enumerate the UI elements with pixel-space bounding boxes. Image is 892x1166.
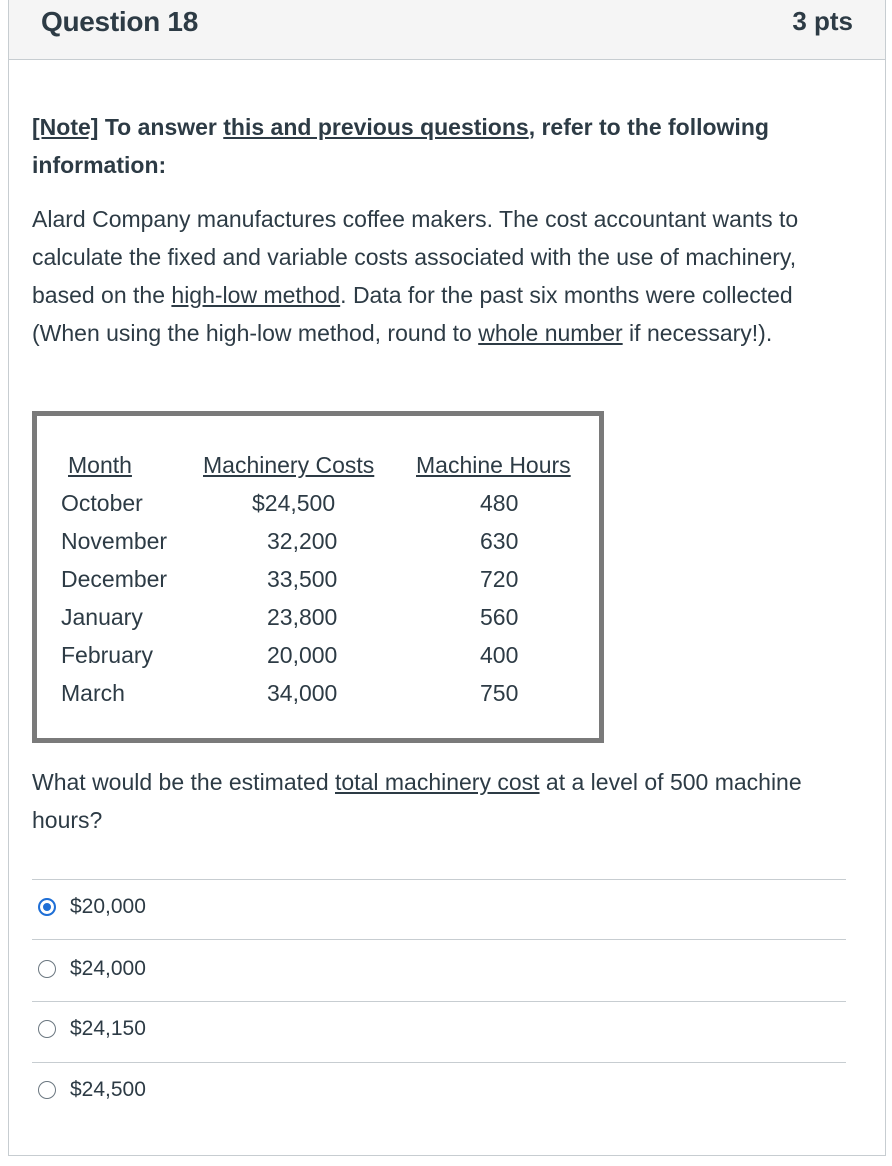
cell-machine-hours: 750 xyxy=(480,680,519,706)
cell-month: January xyxy=(61,604,143,630)
note-text xyxy=(32,108,832,184)
question-points: 3 pts xyxy=(792,6,853,36)
answer-option-4[interactable] xyxy=(38,1070,146,1110)
answer-divider xyxy=(32,879,846,880)
answer-option-1[interactable] xyxy=(38,887,146,927)
answer-label[interactable]: $24,500 xyxy=(70,1078,146,1101)
answer-divider xyxy=(32,939,846,940)
radio-icon[interactable] xyxy=(38,960,56,978)
answer-option-2[interactable] xyxy=(38,949,146,989)
cell-month: October xyxy=(61,490,143,516)
cell-machinery-cost: 20,000 xyxy=(267,642,338,668)
note-text-1: To answer xyxy=(98,114,224,140)
cell-month: March xyxy=(61,680,125,706)
answer-divider xyxy=(32,1062,846,1063)
question-header xyxy=(9,0,885,60)
answer-divider xyxy=(32,1001,846,1002)
cell-machinery-cost: 33,500 xyxy=(267,566,338,592)
cell-machine-hours: 400 xyxy=(480,642,519,668)
intro-link-whole-number: whole number xyxy=(478,320,623,346)
cell-machine-hours: 720 xyxy=(480,566,519,592)
cell-machinery-cost: 32,200 xyxy=(267,528,338,554)
intro-link-high-low: high-low method xyxy=(171,282,341,308)
intro-part-3: if necessary!). xyxy=(622,320,773,346)
cell-machinery-cost: 34,000 xyxy=(267,680,338,706)
cell-machinery-cost: $24,500 xyxy=(252,490,336,516)
answer-label[interactable]: $24,150 xyxy=(70,1017,146,1040)
header-month: Month xyxy=(68,452,132,478)
header-machine-hours: Machine Hours xyxy=(416,452,571,478)
data-table xyxy=(32,411,604,743)
intro-part-2: . Data for the past six months were collected (When using the high-low method, round to xyxy=(32,282,793,346)
note-text-2: , refer to the following information: xyxy=(32,114,769,178)
cell-machine-hours: 480 xyxy=(480,490,519,516)
prompt-part-2: at a level of 500 machine hours? xyxy=(32,769,802,833)
note-prefix: [Note] xyxy=(32,114,99,140)
header-machinery-costs: Machinery Costs xyxy=(203,452,375,478)
radio-icon[interactable] xyxy=(38,1020,56,1038)
answer-label[interactable]: $20,000 xyxy=(70,895,146,918)
intro-part-1: Alard Company manufactures coffee makers. The cost accountant wants to calculate the fixed and variable costs associated with the use of machinery, based on the xyxy=(32,206,799,308)
radio-icon[interactable] xyxy=(38,1081,56,1099)
answer-label[interactable]: $24,000 xyxy=(70,957,146,980)
radio-selected-icon[interactable] xyxy=(38,898,56,916)
cell-month: November xyxy=(61,528,168,554)
intro-paragraph xyxy=(32,200,852,352)
prompt-link: total machinery cost xyxy=(335,769,540,795)
cell-machine-hours: 560 xyxy=(480,604,519,630)
cell-machine-hours: 630 xyxy=(480,528,519,554)
question-title: Question 18 xyxy=(41,6,198,37)
cell-month: December xyxy=(61,566,168,592)
question-prompt xyxy=(32,763,832,839)
answer-option-3[interactable] xyxy=(38,1009,146,1049)
note-link: this and previous questions xyxy=(223,114,529,140)
prompt-part-1: What would be the estimated xyxy=(32,769,335,795)
cell-machinery-cost: 23,800 xyxy=(267,604,338,630)
cell-month: February xyxy=(61,642,154,668)
